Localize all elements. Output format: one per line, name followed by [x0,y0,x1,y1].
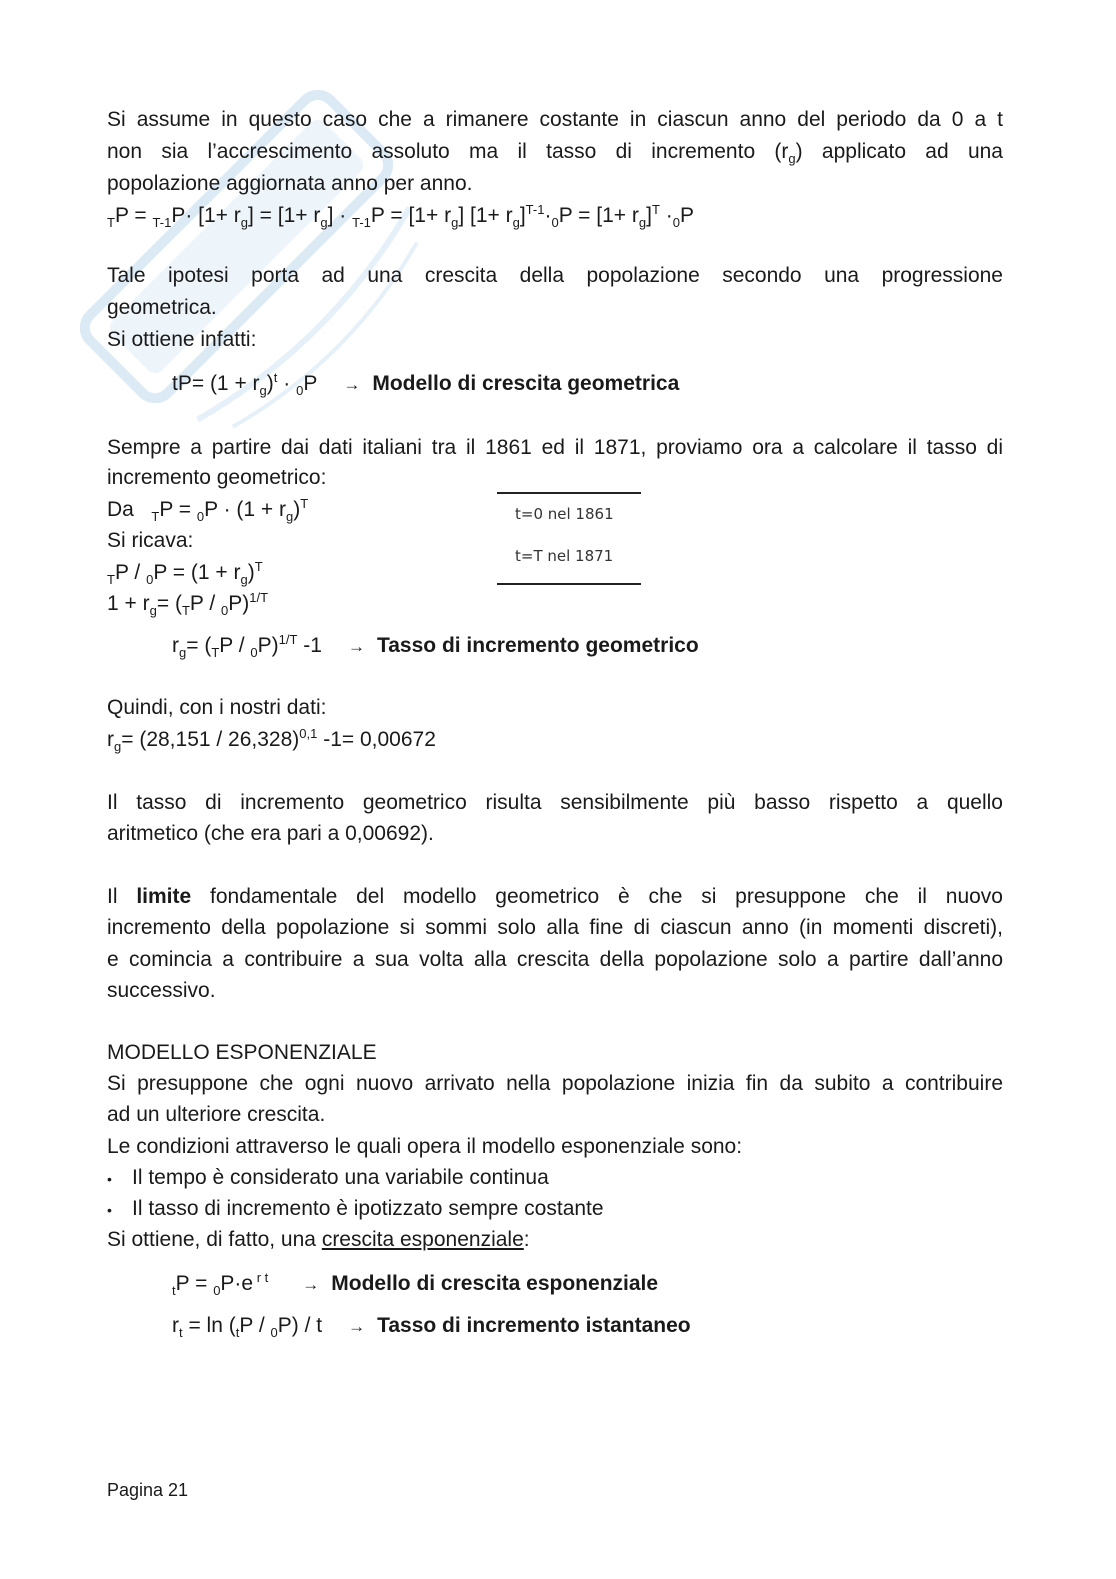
paragraph-line: Le condizioni attraverso le quali opera il modello esponenziale sono: [107,1135,743,1158]
formula-label: Modello di crescita esponenziale [331,1272,659,1295]
instant-rate-formula: $r_t = \ln (_tP / _0P) / t$ → Tasso di incremento istantaneo [172,1314,691,1341]
paragraph-line: Si ottiene, di fatto, una crescita esponenziale: [107,1228,530,1251]
geometric-rate-formula: $r_g= (_TP / _0P)^{1/T}$ -1 → Tasso di incremento geometrico [172,632,699,661]
paragraph-line: Si presuppone che ogni nuovo arrivato nella popolazione inizia fin da subito a contribuire [107,1072,1003,1095]
formula-label: Tasso di incremento istantaneo [377,1314,691,1337]
paragraph-line: non sia l’accrescimento assoluto ma il tasso di incremento $(r_g)$ applicato ad una [107,140,1003,167]
derivation-line: $1 + r_g= (_TP / _0P)^{1/T}$ [107,590,269,619]
paragraph-line: Il limite fondamentale del modello geometrico è che si presuppone che il nuovo [107,885,1003,908]
paragraph-line: incremento della popolazione si sommi solo alla fine di ciascun anno (in momenti discreti), [107,916,1003,939]
paragraph-line: e comincia a contribuire a sua volta alla crescita della popolazione solo a partire dall’anno [107,948,1003,971]
recurrence-formula: $_TP = _{T-1}P\cdot [1+ r_g] = [1+ r_g] \cdot _{T-1}P = [1+ r_g]$ $[1+ r_g]^{T-1}\cdot_0P = [1+ r_g]^T \cdot_0P$ [107,202,694,231]
paragraph-line: Sempre a partire dai dati italiani tra il 1861 ed il 1871, proviamo ora a calcolare il tasso di [107,436,1003,459]
table-row: t=T nel 1871 [515,547,614,565]
arrow-icon: → [302,1275,320,1294]
list-item: • Il tempo è considerato una variabile continua [107,1162,1003,1195]
geometric-model-formula: $tP= (1 + r_g)^t \cdot _0P$ → Modello di crescita geometrica [172,370,680,399]
table-rule-top [497,492,641,494]
paragraph-line: Tale ipotesi porta ad una crescita della popolazione secondo una progressione [107,264,1003,287]
exponential-model-formula: $_t$P = $_0$P·e $^{r t}$ → Modello di crescita esponenziale [172,1270,659,1299]
time-reference-table [497,490,641,586]
bullet-icon: • [107,1171,112,1187]
derivation-line: Si ricava: [107,529,194,552]
paragraph-line: aritmetico (che era pari a 0,00692). [107,822,434,845]
list-item: • Il tasso di incremento è ipotizzato sempre costante [107,1193,1003,1226]
paragraph-line: Si ottiene infatti: [107,328,257,351]
bullet-icon: • [107,1202,112,1218]
underlined-term: crescita esponenziale [321,1228,524,1251]
paragraph-line: popolazione aggiornata anno per anno. [107,172,473,195]
table-rule-bottom [497,583,641,585]
arrow-icon: → [343,375,361,394]
paragraph-line: Il tasso di incremento geometrico risulta sensibilmente più basso rispetto a quello [107,791,1003,814]
page-number: Pagina 21 [107,1480,189,1500]
paragraph-line: ad un ulteriore crescita. [107,1103,326,1126]
paragraph-line: Si assume in questo caso che a rimanere costante in ciascun anno del periodo da 0 a t [107,108,1003,131]
section-heading: MODELLO ESPONENZIALE [107,1041,377,1064]
paragraph-line: Quindi, con i nostri dati: [107,696,327,719]
emphasis-limite: limite [136,885,192,908]
formula-label: Tasso di incremento geometrico [376,634,699,657]
arrow-icon: → [347,637,365,656]
arrow-icon: → [348,1317,366,1336]
derivation-line: $_TP / _0P = (1 + r_g)^T$ [107,559,263,588]
derivation-line: Da $_TP = _0P \cdot (1 + r_g)^T$ [107,496,309,525]
formula-label: Modello di crescita geometrica [372,372,680,395]
paragraph-line: successivo. [107,979,216,1002]
table-row: t=0 nel 1861 [515,505,614,523]
paragraph-line: geometrica. [107,296,217,319]
paragraph-line: incremento geometrico: [107,466,327,489]
calculation-formula: $r_g= (28,151 / 26,328)^{0,1}$ -1= 0,00672 [107,726,436,755]
